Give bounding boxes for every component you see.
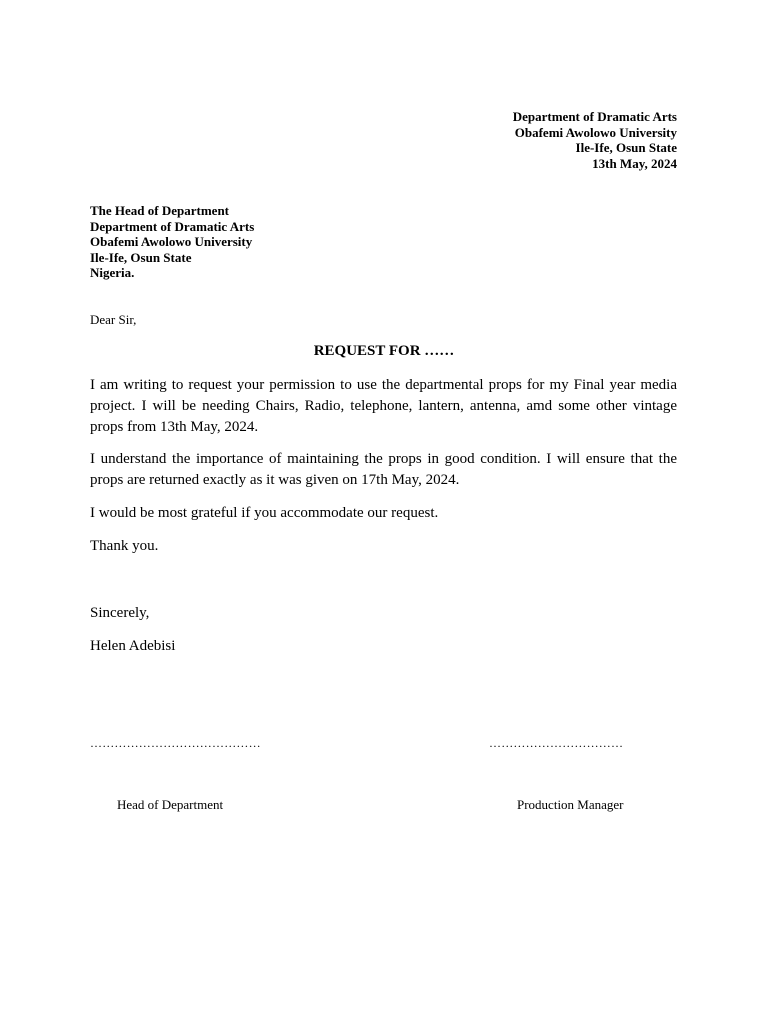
signature-line-production-manager: ……………………………	[489, 736, 624, 750]
sender-department: Department of Dramatic Arts	[512, 109, 677, 124]
recipient-title: The Head of Department	[90, 203, 230, 218]
letter-date: 13th May, 2024	[592, 155, 677, 171]
signatory-name: Helen Adebisi	[90, 638, 176, 654]
recipient-city: Ile-Ife, Osun State	[90, 249, 192, 265]
signature-label-production-manager: Production Manager	[517, 797, 624, 812]
subject-heading: REQUEST FOR ……	[313, 343, 455, 359]
recipient-university: Obafemi Awolowo University	[90, 234, 253, 249]
signature-line-hod: ……………………………………	[90, 736, 261, 750]
body-paragraph-gratitude: I would be most grateful if you accommodate our request.	[90, 505, 439, 521]
closing: Sincerely,	[90, 605, 150, 621]
body-paragraph-request: I am writing to request your permission to use the departmental props for my Final year media project. I will be needing Chairs, Radio, telephone, lantern, antenna, amd some other vintage props from 13th May, 2024.	[90, 377, 677, 435]
body-paragraph-assurance: I understand the importance of maintaining the props in good condition. I will ensure that the props are returned exactly as it was given on 17th May, 2024.	[90, 451, 677, 488]
salutation: Dear Sir,	[90, 312, 137, 327]
signature-label-hod: Head of Department	[117, 797, 224, 812]
sender-address-block	[513, 109, 677, 171]
sender-city: Ile-Ife, Osun State	[575, 140, 677, 155]
recipient-country: Nigeria.	[90, 265, 135, 280]
recipient-department: Department of Dramatic Arts	[90, 218, 255, 234]
sender-university: Obafemi Awolowo University	[514, 124, 677, 140]
recipient-address-block	[90, 203, 254, 281]
body-paragraph-thanks: Thank you.	[90, 538, 159, 554]
